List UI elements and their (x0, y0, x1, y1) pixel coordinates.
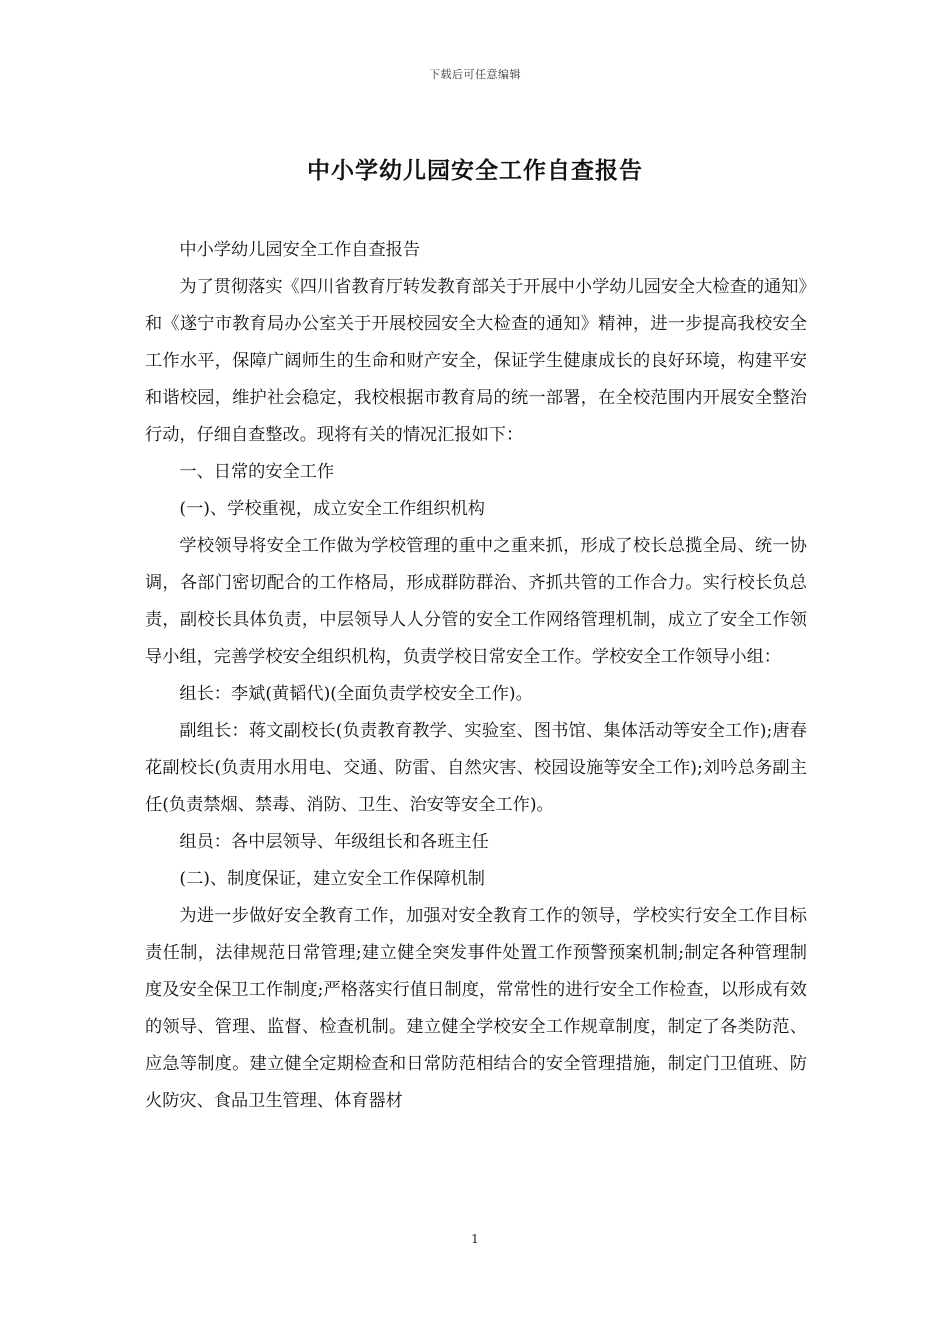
paragraph-leadership: 学校领导将安全工作做为学校管理的重中之重来抓，形成了校长总揽全局、统一协调，各部门密切配合的工作格局，形成群防群治、齐抓共管的工作合力。实行校长负总责，副校长具体负责，中层领导人人分管的安全工作网络管理机制，成立了安全工作领导小组，完善学校安全组织机构，负责学校日常安全工作。学校安全工作领导小组： (145, 536, 807, 667)
section-heading-1: 一、日常的安全工作 (179, 462, 335, 482)
subsection-heading-1: (一)、学校重视，成立安全工作组织机构 (179, 499, 485, 519)
paragraph-intro: 为了贯彻落实《四川省教育厅转发教育部关于开展中小学幼儿园安全大检查的通知》和《遂宁市教育局办公室关于开展校园安全大检查的通知》精神，进一步提高我校安全工作水平，保障广阔师生的生命和财产安全，保证学生健康成长的良好环境，构建平安和谐校园，维护社会稳定，我校根据市教育局的统一部署，在全校范围内开展安全整治行动，仔细自查整改。现将有关的情况汇报如下： (145, 277, 807, 445)
page-header-note: 下载后可任意编辑 (429, 68, 521, 81)
paragraph-members: 组员：各中层领导、年级组长和各班主任 (179, 832, 489, 852)
subsection-heading-2: (二)、制度保证，建立安全工作保障机制 (179, 869, 485, 889)
paragraph-subtitle: 中小学幼儿园安全工作自查报告 (179, 240, 421, 260)
document-title: 中小学幼儿园安全工作自查报告 (307, 157, 643, 184)
document-body (145, 232, 807, 1120)
paragraph-group-leader: 组长：李斌(黄韬代)(全面负责学校安全工作)。 (179, 684, 533, 704)
page-number: 1 (471, 1232, 479, 1246)
paragraph-system: 为进一步做好安全教育工作，加强对安全教育工作的领导，学校实行安全工作目标责任制，法律规范日常管理;建立健全突发事件处置工作预警预案机制;制定各种管理制度及安全保卫工作制度;严格落实行值日制度，常常性的进行安全工作检查，以形成有效的领导、管理、监督、检查机制。建立健全学校安全工作规章制度，制定了各类防范、应急等制度。建立健全定期检查和日常防范相结合的安全管理措施，制定门卫值班、防火防灾、食品卫生管理、体育器材 (145, 906, 807, 1111)
paragraph-deputy-leaders: 副组长：蒋文副校长(负责教育教学、实验室、图书馆、集体活动等安全工作);唐春花副校长(负责用水用电、交通、防雷、自然灾害、校园设施等安全工作);刘吟总务副主任(负责禁烟、禁毒、消防、卫生、治安等安全工作)。 (145, 721, 807, 815)
